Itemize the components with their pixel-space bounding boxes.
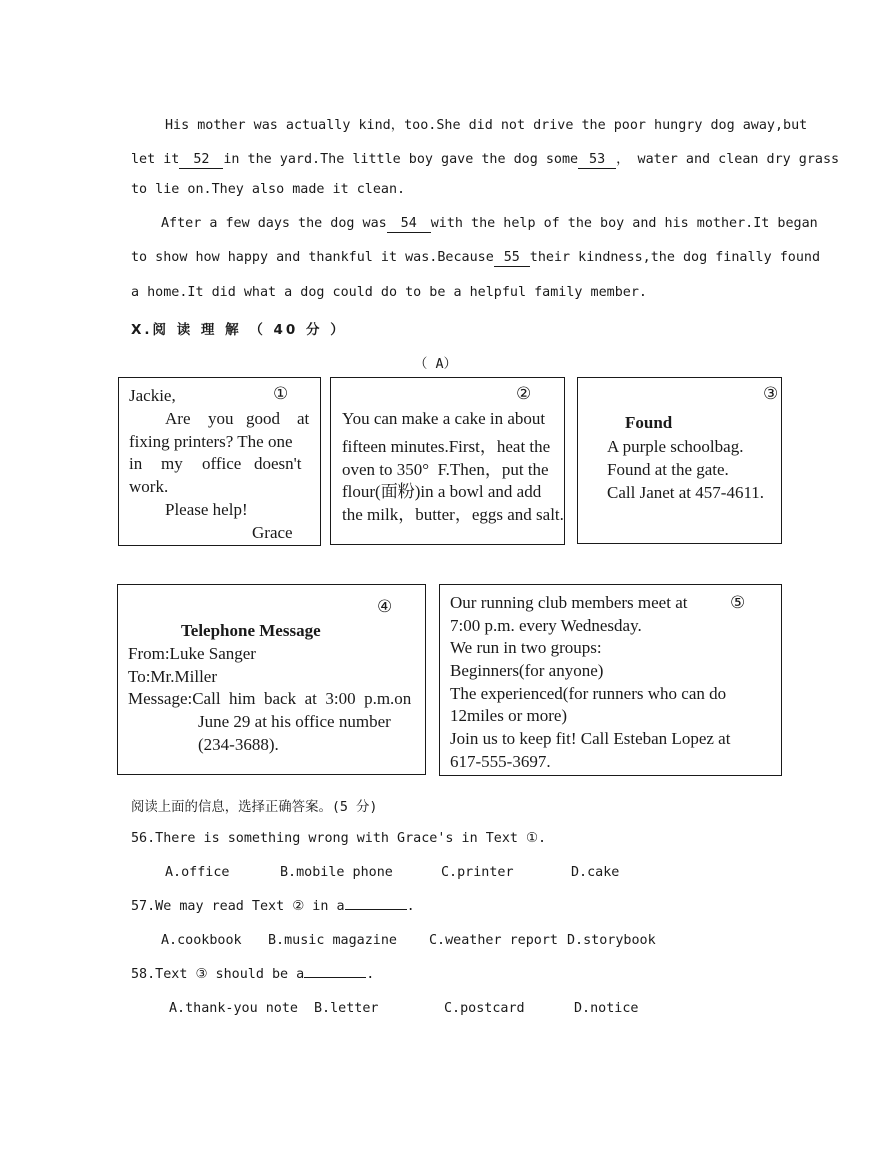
passage-text: their kindness,the dog finally found [529,250,821,265]
note-line: Jackie, [129,386,176,405]
passage-line: to lie on.They also made it clean. [131,182,406,197]
message-line: (234-3688). [198,735,279,754]
option-58-c: C.postcard [444,1001,525,1016]
club-line: 12miles or more) [450,706,568,725]
question-58-stem [131,967,374,982]
note-word: my [161,454,183,473]
club-line: We run in two groups: [450,638,602,657]
notice-line: A purple schoolbag. [607,437,744,456]
text-box-2 [330,377,565,545]
option-58-b: B.letter [314,1001,379,1016]
note-word: you [208,409,234,428]
passage-text: let it [131,152,180,167]
circled-number: ① [273,384,289,404]
note-word: good [246,409,280,428]
passage-line [131,250,820,267]
passage-text: to show how happy and thankful it was.Because [131,250,494,265]
circled-number: ④ [377,597,393,617]
circled-number: ⑤ [730,593,746,613]
blank-52: 52 [179,153,223,169]
question-text: . [406,899,415,914]
blank-53: 53 [578,153,616,169]
question-56-stem: 56.There is something wrong with Grace's in Text ①. [131,831,547,846]
recipe-line: fifteen minutes.First，heat the [342,437,551,456]
note-word: office [202,454,242,473]
recipe-line: the milk，butter，eggs and salt. [342,505,564,524]
note-word: doesn't [254,454,302,473]
passage-text: in the yard.The little boy gave the dog some [223,152,579,167]
note-word: Are [165,409,191,428]
club-line: Join us to keep fit! Call Esteban Lopez at [450,729,731,748]
blank-54: 54 [387,217,431,233]
notice-line: Found at the gate. [607,460,729,479]
instructions: 阅读上面的信息，选择正确答案。(5 分) [131,800,378,815]
question-57-stem [131,899,415,914]
circled-number: ③ [763,384,779,404]
answer-blank [345,909,407,910]
passage-line: His mother was actually kind，too.She did not drive the poor hungry dog away,but [165,118,808,133]
notice-title: Found [625,413,673,432]
passage-line: a home.It did what a dog could do to be a helpful family member. [131,285,647,300]
section-heading: X.阅 读 理 解 （ 40 分 ） [131,322,347,338]
passage-text: After a few days the dog was [161,216,387,231]
text-box-5 [439,584,782,776]
club-line: Beginners(for anyone) [450,661,604,680]
recipe-line: You can make a cake in about [342,409,546,428]
message-line: From:Luke Sanger [128,644,256,663]
question-text: . [366,967,375,982]
club-line: The experienced(for runners who can do [450,684,727,703]
club-line: Our running club members meet at [450,593,688,612]
question-text: 58.Text ③ should be a [131,967,305,982]
text-box-3 [577,377,782,544]
recipe-line: oven to 350° F.Then，put the [342,460,549,479]
note-line: Please help! [165,500,248,519]
option-57-d: D.storybook [567,933,656,948]
option-57-a: A.cookbook [161,933,242,948]
section-subheading: （ A） [414,357,457,372]
note-signature: Grace [252,523,293,542]
passage-text: with the help of the boy and his mother.It began [430,216,818,231]
note-word: at [297,409,310,428]
message-line: Message:Call him back at 3:00 p.m.on [128,689,412,708]
option-57-c: C.weather report [429,933,558,948]
message-line: June 29 at his office number [198,712,391,731]
blank-55: 55 [494,251,530,267]
option-56-d: D.cake [571,865,620,880]
text-box-1 [118,377,321,546]
option-57-b: B.music magazine [268,933,397,948]
recipe-line: flour(面粉)in a bowl and add [342,482,542,501]
answer-blank [304,977,366,978]
option-56-a: A.office [165,865,230,880]
option-56-c: C.printer [441,865,514,880]
message-title: Telephone Message [181,621,321,640]
notice-line: Call Janet at 457-4611. [607,483,765,502]
message-line: To:Mr.Miller [128,667,218,686]
text-box-4 [117,584,426,775]
passage-line [161,216,818,233]
note-word: in [129,454,143,473]
option-58-a: A.thank-you note [169,1001,298,1016]
club-line: 7:00 p.m. every Wednesday. [450,616,642,635]
note-line: work. [129,477,169,496]
circled-number: ② [516,384,532,404]
club-line: 617-555-3697. [450,752,551,771]
note-line: fixing printers? The one [129,432,293,451]
question-text: 57.We may read Text ② in a [131,899,345,914]
option-56-b: B.mobile phone [280,865,393,880]
option-58-d: D.notice [574,1001,639,1016]
passage-line [131,148,839,169]
passage-text: ， water and clean dry grass [616,152,840,167]
